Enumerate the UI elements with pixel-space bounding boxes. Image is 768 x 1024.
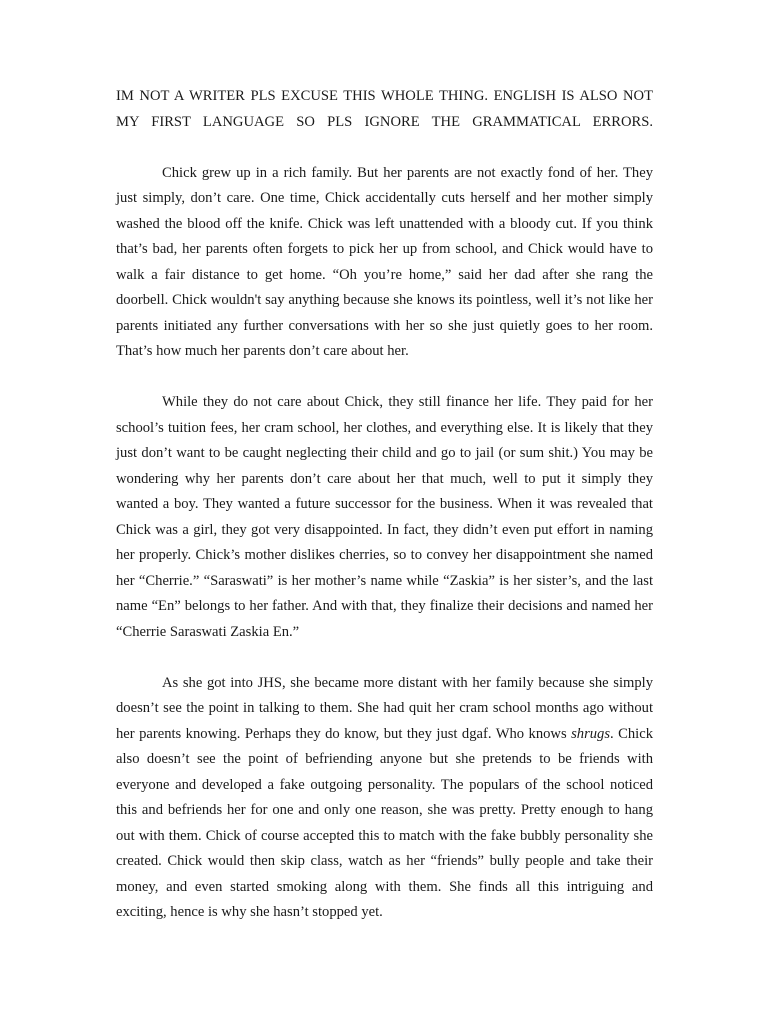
paragraph-3-italic-word: shrugs [571,725,611,742]
paragraph-2: While they do not care about Chick, they still finance her life. They paid for her school’s tuition fees, her cram school, her clothes, and everything else. It is likely that they just don’t want to be caught neglecting their child and go to jail (or sum shit.) You may be wondering why her parents don’t care about her that much, well to put it simply they wanted a boy. They wanted a future successor for the business. When it was revealed that Chick was a girl, they got very disappointed. In fact, they didn’t even put effort in naming her properly. Chick’s mother dislikes cherries, so to convey her disappointment she named her “Cherrie.” “Saraswati” is her mother’s name while “Zaskia” is her sister’s, and the last name “En” belongs to her father. And with that, they finalize their decisions and named her “Cherrie Saraswati Zaskia En.” [116,394,653,640]
paragraph-1: Chick grew up in a rich family. But her parents are not exactly fond of her. They just simply, don’t care. One time, Chick accidentally cuts herself and her mother simply washed the blood off the knife. Chick was left unattended with a bloody cut. If you think that’s bad, her parents often forgets to pick her up from school, and Chick would have to walk a fair distance to get home. “Oh you’re home,” said her dad after she rang the doorbell. Chick wouldn't say anything because she knows its pointless, well it’s not like her parents initiated any further conversations with her so she just quietly goes to her room. That’s how much her parents don’t care about her. [116,164,653,359]
document-body [116,84,653,926]
disclaimer-text: IM NOT A WRITER PLS EXCUSE THIS WHOLE THING. ENGLISH IS ALSO NOT MY FIRST LANGUAGE SO PLS IGNORE THE GRAMMATICAL ERRORS. [116,88,653,130]
paragraph-3-text-end: . Chick also doesn’t see the point of befriending anyone but she pretends to be friends with everyone and developed a fake outgoing personality. The populars of the school noticed this and befriends her for one and only one reason, she was pretty. Pretty enough to hang out with them. Chick of course accepted this to match with the fake bubbly personality she created. Chick would then skip class, watch as her “friends” bully people and take their money, and even started smoking along with them. She finds all this intriguing and exciting, hence is why she hasn’t stopped yet. [116,725,653,920]
paragraph-3 [116,671,653,926]
paragraph-3-text-start: As she got into JHS, she became more distant with her family because she simply doesn’t see the point in talking to them. She had quit her cram school months ago without her parents knowing. Perhaps they do know, but they just dgaf. Who knows [116,674,653,742]
